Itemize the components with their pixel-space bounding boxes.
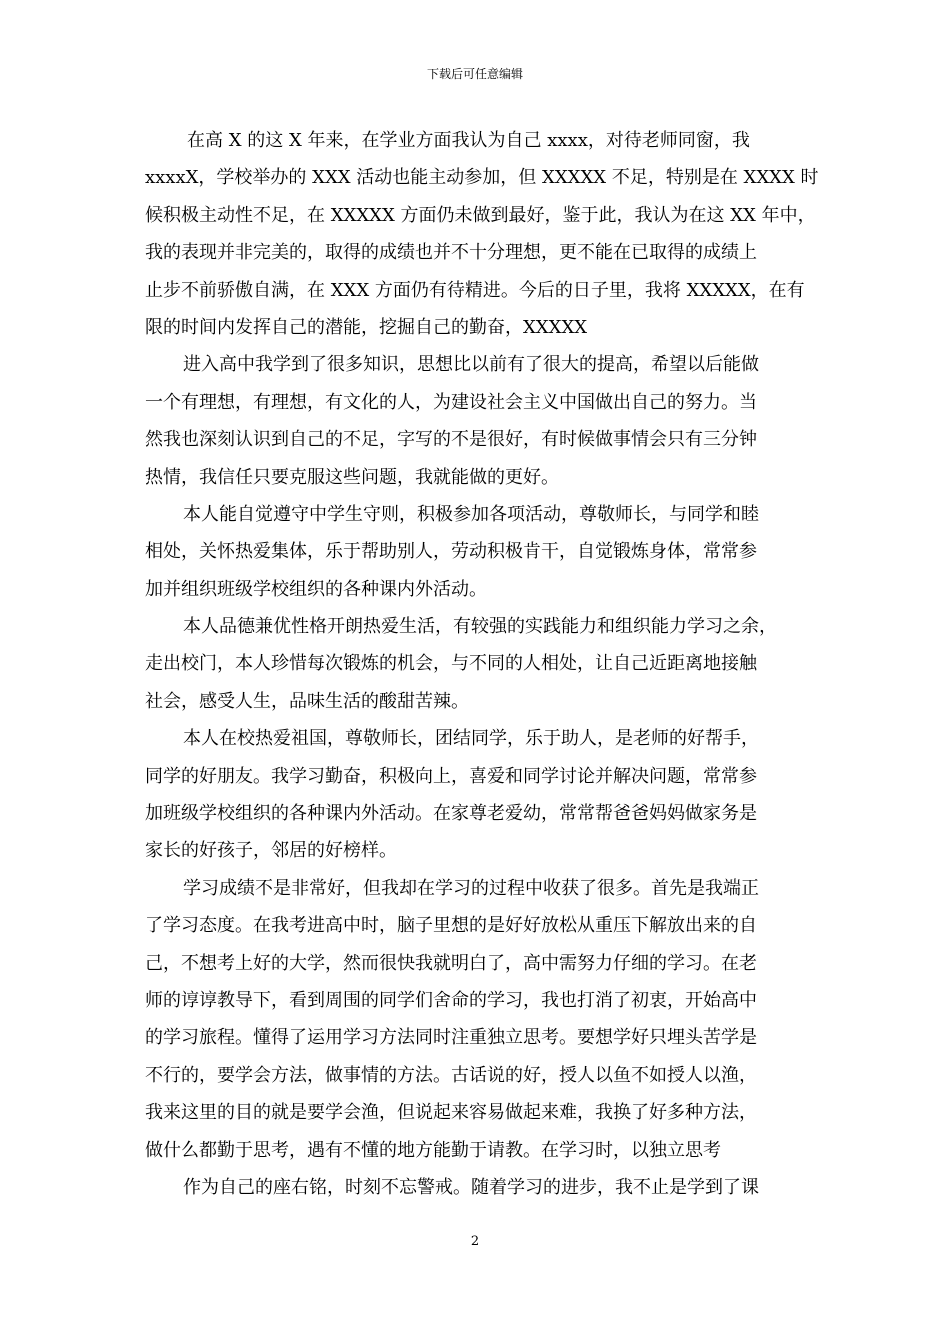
text-line: 然我也深刻认识到自己的不足，字写的不是很好，有时候做事情会只有三分钟 xyxy=(145,429,757,451)
text-line: 止步不前骄傲自满，在 XXX 方面仍有待精进。今后的日子里，我将 XXXXX，在有 xyxy=(145,279,805,301)
text-line: 在高 X 的这 X 年来，在学业方面我认为自己 xxxx，对待老师同窗，我 xyxy=(187,130,750,151)
text-line: 走出校门，本人珍惜每次锻炼的机会，与不同的人相处，让自己近距离地接触 xyxy=(145,653,757,675)
text-line: 做什么都勤于思考，遇有不懂的地方能勤于请教。在学习时，以独立思考 xyxy=(145,1139,721,1161)
text-line: 本人品德兼优性格开朗热爱生活，有较强的实践能力和组织能力学习之余， xyxy=(183,616,777,638)
page-number: 2 xyxy=(470,1234,480,1249)
text-line: 相处，关怀热爱集体，乐于帮助别人，劳动积极肯干，自觉锻炼身体，常常参 xyxy=(145,541,757,563)
text-line: 加班级学校组织的各种课内外活动。在家尊老爱幼，常常帮爸爸妈妈做家务是 xyxy=(145,803,757,825)
text-line: 社会，感受人生，品味生活的酸甜苦辣。 xyxy=(145,690,469,712)
text-line: 限的时间内发挥自己的潜能，挖掘自己的勤奋，XXXXX xyxy=(145,316,588,338)
text-line: 我来这里的目的就是要学会渔，但说起来容易做起来难，我换了好多种方法， xyxy=(145,1102,757,1124)
text-line: 候积极主动性不足，在 XXXXX 方面仍未做到最好，鉴于此，我认为在这 XX 年中， xyxy=(145,204,816,226)
text-line: 我的表现并非完美的，取得的成绩也并不十分理想，更不能在已取得的成绩上 xyxy=(145,242,757,264)
text-line: 加并组织班级学校组织的各种课内外活动。 xyxy=(145,578,487,600)
header-note: 下载后可任意编辑 xyxy=(426,67,523,81)
text-line: 本人在校热爱祖国，尊敬师长，团结同学，乐于助人，是老师的好帮手， xyxy=(183,728,759,750)
text-line: 了学习态度。在我考进高中时，脑子里想的是好好放松从重压下解放出来的自 xyxy=(145,915,757,937)
text-line: 学习成绩不是非常好，但我却在学习的过程中收获了很多。首先是我端正 xyxy=(183,877,759,899)
text-line: 家长的好孩子，邻居的好榜样。 xyxy=(145,840,397,862)
text-line: 作为自己的座右铭，时刻不忘警戒。随着学习的进步，我不止是学到了课 xyxy=(183,1176,759,1198)
text-line: 本人能自觉遵守中学生守则，积极参加各项活动，尊敬师长，与同学和睦 xyxy=(183,503,759,525)
text-line: 热情，我信任只要克服这些问题，我就能做的更好。 xyxy=(145,466,559,488)
text-line: 不行的，要学会方法，做事情的方法。古话说的好，授人以鱼不如授人以渔， xyxy=(145,1064,757,1086)
text-line: 的学习旅程。懂得了运用学习方法同时注重独立思考。要想学好只埋头苦学是 xyxy=(145,1027,757,1049)
text-line: 师的谆谆教导下，看到周围的同学们舍命的学习，我也打消了初衷，开始高中 xyxy=(145,989,757,1011)
text-line: 同学的好朋友。我学习勤奋，积极向上，喜爱和同学讨论并解决问题，常常参 xyxy=(145,765,757,787)
text-line: 进入高中我学到了很多知识，思想比以前有了很大的提高，希望以后能做 xyxy=(183,354,759,376)
text-line: 己，不想考上好的大学，然而很快我就明白了，高中需努力仔细的学习。在老 xyxy=(145,952,757,974)
text-line: 一个有理想，有理想，有文化的人，为建设社会主义中国做出自己的努力。当 xyxy=(145,391,757,413)
text-line: xxxxX，学校举办的 XXX 活动也能主动参加，但 XXXXX 不足，特别是在 XXXX 时 xyxy=(145,167,819,189)
document-body xyxy=(145,122,817,1206)
